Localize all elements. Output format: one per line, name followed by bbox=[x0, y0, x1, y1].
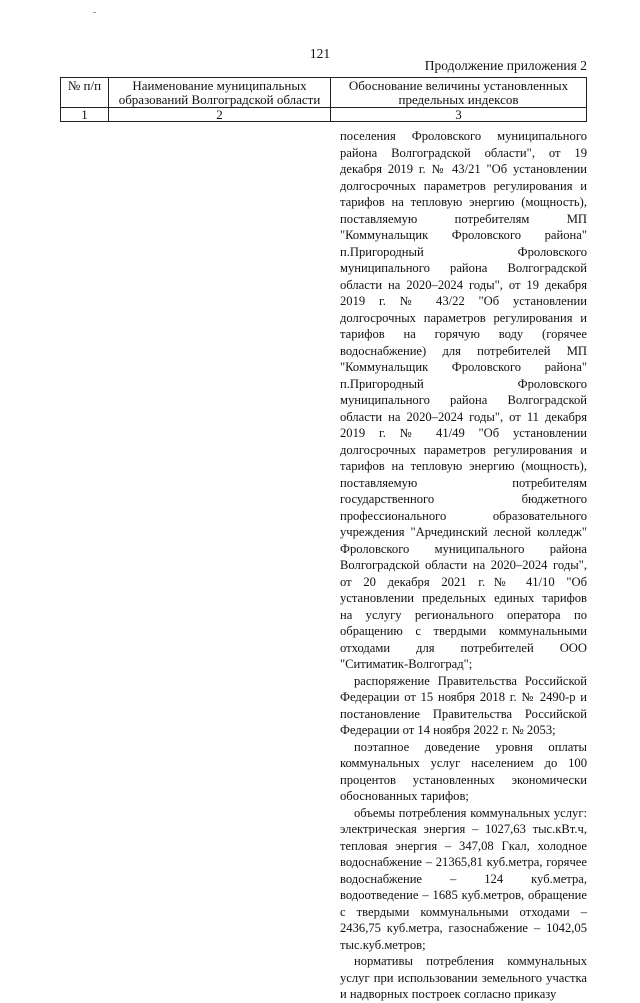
column-number-3: 3 bbox=[331, 108, 587, 122]
paragraph-resolutions: поселения Фроловского муниципального района Волгоградской области", от 19 декабря 2019 г. № 43/21 "Об установлении долгосрочных параметров регулирования и тарифов на тепловую энергию (мощность), поставляемую потребителям МП "Коммунальщик Фроловского района" п.Пригородный Фроловского муниципального района Волгоградской области на 2020–2024 годы", от 19 декабря 2019 г. № 43/22 "Об установлении долгосрочных параметров регулирования и тарифов на горячую воду (горячее водоснабжение) для потребителей МП "Коммунальщик Фроловского района" п.Пригородный Фроловского муниципального района Волгоградской области на 2020–2024 годы", от 11 декабря 2019 г. № 41/49 "Об установлении долгосрочных параметров регулирования и тарифов на тепловую энергию (мощность), поставляемую потребителям государственного бюджетного профессионального образовательного учреждения "Арчединский лесной колледж" Фроловского муниципального района Волгоградской области на 2020–2024 годы", от 20 декабря 2021 г.№ 41/10 "Об установлении предельных единых тарифов на услугу регионального оператора по обращению с твердыми коммунальными отходами для потребителей ООО "Ситиматик-Волгоград"; bbox=[340, 129, 587, 671]
column-number-2: 2 bbox=[109, 108, 331, 122]
table-header-row bbox=[61, 78, 587, 108]
header-municipality: Наименование муниципальных образований Волгоградской области bbox=[109, 78, 331, 108]
column-number-row bbox=[61, 108, 587, 122]
paragraph-consumption-volumes: объемы потребления коммунальных услуг: электрическая энергия – 1027,63 тыс.кВт.ч, тепловая энергия – 347,08 Гкал, холодное водоснабжение – 21365,81 куб.метра, горячее водоснабжение – 124 куб.метра, водоотведение – 1685 куб.метров, обращение с твердыми коммунальными отходами – 2436,75 куб.метра, газоснабжение – 1042,05 тыс.куб.метров; bbox=[340, 805, 587, 952]
continuation-label: Продолжение приложения 2 bbox=[424, 58, 587, 73]
header-justification: Обоснование величины установленных предельных индексов bbox=[331, 78, 587, 108]
paragraph-consumption-norms: нормативы потребления коммунальных услуг при использовании земельного участка и надворных построек согласно приказу bbox=[340, 954, 587, 1001]
header-table bbox=[60, 77, 587, 122]
column-number-1: 1 bbox=[61, 108, 109, 122]
paragraph-payment-level: поэтапное доведение уровня оплаты коммунальных услуг населением до 100 процентов установленных экономически обоснованных тарифов; bbox=[340, 739, 587, 803]
paragraph-government-orders: распоряжение Правительства Российской Федерации от 15 ноября 2018 г. № 2490-р и постановление Правительства Российской Федерации от 14 ноября 2022 г. № 2053; bbox=[340, 673, 587, 737]
scan-mark bbox=[93, 12, 96, 13]
page-number: 121 bbox=[309, 46, 331, 61]
header-number: № п/п bbox=[61, 78, 109, 108]
justification-text bbox=[340, 128, 587, 1003]
